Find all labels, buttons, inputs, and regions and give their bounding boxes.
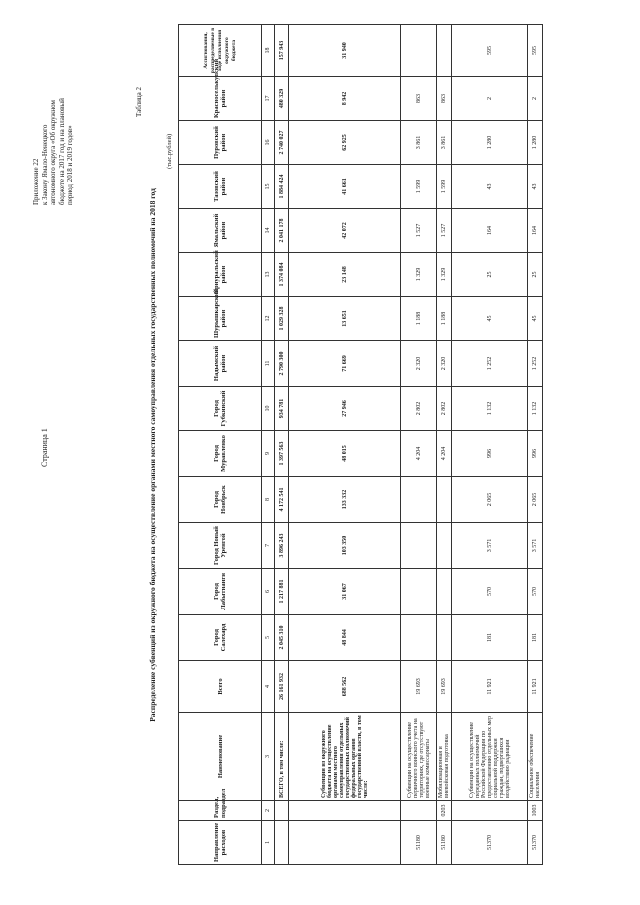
appendix-line: период 2018 и 2019 годов» — [66, 125, 74, 205]
cell-value: 934 781 — [275, 387, 289, 431]
cell-value: 3 571 — [528, 523, 543, 569]
cell-name: ВСЕГО, в том числе: — [275, 713, 289, 801]
cell-value: 2 045 310 — [275, 615, 289, 661]
cell-value — [437, 477, 452, 523]
cell-value: 1 527 — [437, 209, 452, 253]
col-number: 9 — [262, 431, 275, 477]
cell-value: 2 802 — [401, 387, 437, 431]
cell-value: 863 — [401, 77, 437, 121]
cell-value: 1 374 084 — [275, 253, 289, 297]
cell-value: 863 — [437, 77, 452, 121]
appendix-line: к Закону Ямало-Ненецкого — [40, 124, 49, 205]
cell-value: 1 599 — [401, 165, 437, 209]
header-col: Тазовский район — [179, 165, 262, 209]
appendix-note — [32, 45, 75, 205]
cell-total: 26 161 932 — [275, 661, 289, 713]
header-col: Город Лабытнанги — [179, 569, 262, 615]
cell-value: 1 280 — [452, 121, 528, 165]
cell-value — [401, 523, 437, 569]
col-number: 6 — [262, 569, 275, 615]
cell-value: 181 — [528, 615, 543, 661]
appendix-line: Приложение 22 — [32, 158, 40, 205]
cell-value: 1 329 — [437, 253, 452, 297]
cell-total: 19 693 — [437, 661, 452, 713]
cell-direction: 51180 — [401, 821, 437, 865]
cell-value: 1 884 424 — [275, 165, 289, 209]
cell-direction — [289, 821, 401, 865]
cell-value: 45 — [452, 297, 528, 341]
cell-value: 1 188 — [437, 297, 452, 341]
cell-name: Социальное обеспечение населения — [528, 713, 543, 801]
cell-section — [452, 801, 528, 821]
col-number: 14 — [262, 209, 275, 253]
cell-value: 27 946 — [289, 387, 401, 431]
cell-value: 8 942 — [289, 77, 401, 121]
header-col: Ассигнования, распределяемые в ходе исполнения окружного бюджета — [179, 25, 262, 77]
appendix-line: автономного округа «Об окружном — [49, 100, 57, 205]
cell-total: 688 562 — [289, 661, 401, 713]
cell-value: 43 — [452, 165, 528, 209]
units-label: (тыс.рублей) — [166, 133, 173, 169]
cell-value: 2 740 027 — [275, 121, 289, 165]
cell-section — [275, 801, 289, 821]
cell-value: 1 252 — [528, 341, 543, 387]
header-col: Город Ноябрьск — [179, 477, 262, 523]
cell-name: Субвенции из окружного бюджета на осуществление органами местного самоуправления отдельных государственных полномочий федеральных органов государственной власти, в том числе: — [289, 713, 401, 801]
cell-value: 48 015 — [289, 431, 401, 477]
header-col: Приуральский район — [179, 253, 262, 297]
col-number: 16 — [262, 121, 275, 165]
cell-value — [401, 569, 437, 615]
cell-value — [437, 615, 452, 661]
cell-value: 3 861 — [437, 121, 452, 165]
cell-value: 4 204 — [437, 431, 452, 477]
cell-value: 31 067 — [289, 569, 401, 615]
header-col: Ямальский район — [179, 209, 262, 253]
header-col: Город Муравленко — [179, 431, 262, 477]
cell-value: 2 — [528, 77, 543, 121]
cell-value: 1 527 — [401, 209, 437, 253]
cell-direction: 51370 — [452, 821, 528, 865]
header-direction: Направление расходов — [179, 821, 262, 865]
cell-value: 13 651 — [289, 297, 401, 341]
header-col: Пуровский район — [179, 121, 262, 165]
col-number: 8 — [262, 477, 275, 523]
table-row — [275, 25, 289, 865]
cell-name: Субвенции на осуществление первичного воинского учета на территориях, где отсутствуют военные комиссариаты — [401, 713, 437, 801]
column-number-row — [262, 25, 275, 865]
cell-section: 1003 — [528, 801, 543, 821]
table-row — [401, 25, 437, 865]
cell-value: 595 — [452, 25, 528, 77]
cell-total: 11 921 — [528, 661, 543, 713]
header-col: Шурышкарский район — [179, 297, 262, 341]
col-number: 4 — [262, 661, 275, 713]
cell-value: 2 065 — [452, 477, 528, 523]
header-col: Город Новый Уренгой — [179, 523, 262, 569]
cell-value — [401, 615, 437, 661]
cell-value: 31 940 — [289, 25, 401, 77]
cell-direction — [275, 821, 289, 865]
page-label: Страница 1 — [40, 428, 49, 467]
header-col: Город Губкинский — [179, 387, 262, 431]
cell-value: 164 — [452, 209, 528, 253]
cell-direction: 51370 — [528, 821, 543, 865]
cell-value: 2 320 — [437, 341, 452, 387]
cell-value: 48 844 — [289, 615, 401, 661]
cell-value: 1 280 — [528, 121, 543, 165]
col-number: 5 — [262, 615, 275, 661]
col-number: 1 — [262, 821, 275, 865]
cell-section — [401, 801, 437, 821]
cell-value: 25 — [452, 253, 528, 297]
cell-value: 2 320 — [401, 341, 437, 387]
table-row — [289, 25, 401, 865]
col-number: 11 — [262, 341, 275, 387]
header-col: Город Салехард — [179, 615, 262, 661]
header-row — [179, 25, 262, 865]
cell-value: 3 571 — [452, 523, 528, 569]
cell-value: 480 329 — [275, 77, 289, 121]
cell-section: 0203 — [437, 801, 452, 821]
col-number: 3 — [262, 713, 275, 801]
header-col: Надымский район — [179, 341, 262, 387]
cell-direction: 51180 — [437, 821, 452, 865]
cell-value: 2 065 — [528, 477, 543, 523]
cell-value: 595 — [528, 25, 543, 77]
cell-value: 157 943 — [275, 25, 289, 77]
table-label: Таблица 2 — [135, 87, 143, 117]
cell-value: 996 — [452, 431, 528, 477]
cell-value: 2 — [452, 77, 528, 121]
cell-value: 25 — [528, 253, 543, 297]
cell-value: 1 329 — [401, 253, 437, 297]
cell-value: 62 925 — [289, 121, 401, 165]
document-title: Распределение субвенций из окружного бюджета на осуществление органами местного самоуправления отдельных государственных полномочий на 2018 год — [148, 188, 157, 722]
cell-total: 11 921 — [452, 661, 528, 713]
cell-value: 4 172 541 — [275, 477, 289, 523]
table-row — [452, 25, 528, 865]
cell-value — [401, 477, 437, 523]
table-row — [528, 25, 543, 865]
cell-value: 71 669 — [289, 341, 401, 387]
col-number: 13 — [262, 253, 275, 297]
table-body — [275, 25, 543, 865]
header-name: Наименование — [179, 713, 262, 801]
cell-value: 996 — [528, 431, 543, 477]
cell-value: 570 — [452, 569, 528, 615]
cell-value: 1 188 — [401, 297, 437, 341]
col-number: 18 — [262, 25, 275, 77]
cell-value: 1 132 — [452, 387, 528, 431]
cell-name: Мобилизационная и вневойсковая подготовка — [437, 713, 452, 801]
col-number: 17 — [262, 77, 275, 121]
table-row — [437, 25, 452, 865]
cell-value: 3 861 — [401, 121, 437, 165]
cell-value: 103 350 — [289, 523, 401, 569]
cell-value: 41 661 — [289, 165, 401, 209]
cell-value: 3 896 243 — [275, 523, 289, 569]
cell-value — [437, 569, 452, 615]
cell-value: 2 802 — [437, 387, 452, 431]
col-number: 7 — [262, 523, 275, 569]
cell-value: 2 790 300 — [275, 341, 289, 387]
cell-value: 164 — [528, 209, 543, 253]
header-section: Раздел, подраздел — [179, 801, 262, 821]
cell-value: 1 397 563 — [275, 431, 289, 477]
cell-value: 133 332 — [289, 477, 401, 523]
header-total: Всего — [179, 661, 262, 713]
col-number: 12 — [262, 297, 275, 341]
cell-value: 4 204 — [401, 431, 437, 477]
cell-value: 43 — [528, 165, 543, 209]
header-col: Красноселькупский район — [179, 77, 262, 121]
cell-value: 42 072 — [289, 209, 401, 253]
cell-total: 19 693 — [401, 661, 437, 713]
cell-value: 181 — [452, 615, 528, 661]
cell-value: 1 132 — [528, 387, 543, 431]
cell-value: 1 029 328 — [275, 297, 289, 341]
cell-value: 23 148 — [289, 253, 401, 297]
cell-value: 570 — [528, 569, 543, 615]
cell-value: 1 252 — [452, 341, 528, 387]
cell-section — [289, 801, 401, 821]
cell-value — [437, 25, 452, 77]
cell-value: 2 041 178 — [275, 209, 289, 253]
col-number: 15 — [262, 165, 275, 209]
cell-value: 1 599 — [437, 165, 452, 209]
col-number: 10 — [262, 387, 275, 431]
cell-value — [437, 523, 452, 569]
cell-value: 45 — [528, 297, 543, 341]
col-number: 2 — [262, 801, 275, 821]
cell-value: 1 217 881 — [275, 569, 289, 615]
appendix-line: бюджете на 2017 год и на плановый — [57, 98, 66, 205]
subvention-table — [178, 24, 543, 865]
cell-value — [401, 25, 437, 77]
cell-name: Субвенции на осуществление переданных полномочий Российской Федерации по предоставлению отдельных мер социальной поддержки граждан, подвергшихся воздействию радиации — [452, 713, 528, 801]
